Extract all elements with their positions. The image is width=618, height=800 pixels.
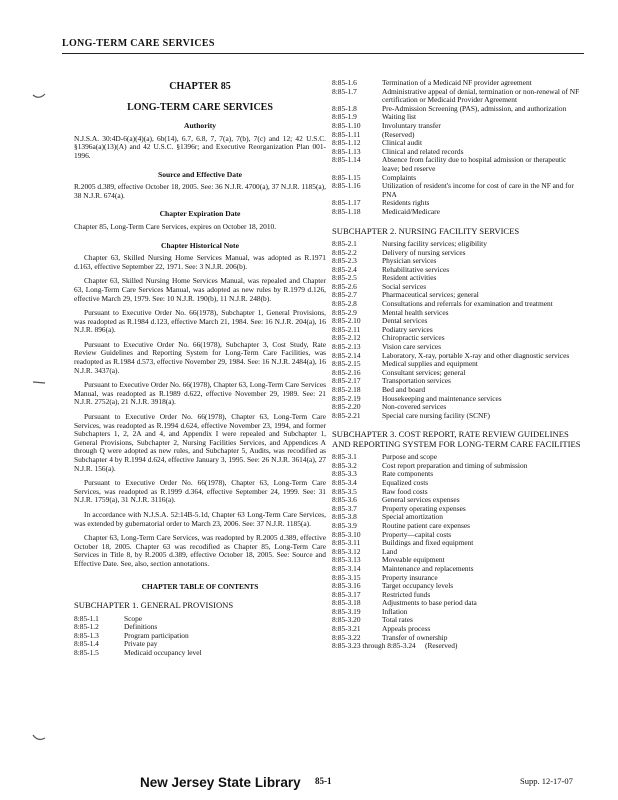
subchapter-3-heading: SUBCHAPTER 3. COST REPORT, RATE REVIEW GUIDELINES AND REPORTING SYSTEM FOR LONG-TERM CARE FACILITIES [332,429,581,449]
toc-entry: 8:85-3.21 Appeals process [332,624,431,634]
toc-entry: 8:85-2.19 Housekeeping and maintenance services [332,393,502,403]
toc-entry: 8:85-3.17 Restricted funds [332,589,431,599]
toc-heading: CHAPTER TABLE OF CONTENTS [141,581,259,591]
history-paragraph: Chapter 63, Skilled Nursing Home Services Manual, was adopted as R.1971 d.163, effective September 22, 1971. See: 3 N.J.R. 206(b). [74,253,326,271]
expiration-text: Chapter 85, Long-Term Care Services, expires on October 18, 2010. [74,221,277,231]
history-paragraph: Pursuant to Executive Order No. 66(1978), Subchapter 3, Cost Study, Rate Review Guidelines and Reporting System for Long-Term Care Facilities, was readopted as R.1984 d.573, effective November 29, 1984. See: 16 N.J.R. 2484(a), 16 N.J.R. 3437(a). [74,339,326,375]
toc-entry: 8:85-2.1 Nursing facility services; eligibility [332,238,487,248]
toc-entry: 8:85-1.15 Complaints [332,172,417,182]
toc-entry: 8:85-1.9 Waiting list [332,112,417,122]
page-number: 85-1 [315,776,332,786]
toc-entry: 8:85-1.8 Pre-Admission Screening (PAS), admission, and authorization [332,103,567,113]
subchapter-2-heading: SUBCHAPTER 2. NURSING FACILITY SERVICES [332,225,520,236]
toc-entry: 8:85-2.20 Non-covered services [332,402,447,412]
toc-entry: 8:85-1.2 Definitions [74,622,158,632]
toc-entry: 8:85-3.14 Maintenance and replacements [332,563,474,573]
toc-entry: 8:85-1.10 Involuntary transfer [332,120,441,130]
header-rule [62,53,584,54]
toc-entry: 8:85-3.3 Rate components [332,469,434,479]
toc-entry: 8:85-2.12 Chiropractic services [332,333,445,343]
toc-entry: 8:85-3.20 Total rates [332,615,413,625]
subchapter-1-heading: SUBCHAPTER 1. GENERAL PROVISIONS [74,600,234,611]
toc-entry: 8:85-3.7 Property operating expenses [332,503,466,513]
source-text: R.2005 d.389, effective October 18, 2005. See: 36 N.J.R. 4700(a), 37 N.J.R. 1185(a), 38 N.J.R. 674(a). [74,182,326,200]
history-heading: Chapter Historical Note [161,240,239,250]
toc-entry: 8:85-2.15 Medical supplies and equipment [332,359,478,369]
toc-entry: 8:85-3.10 Property—capital costs [332,529,452,539]
toc-entry: 8:85-2.18 Bed and board [332,385,426,394]
binding-mark-icon [32,90,46,100]
toc-entry: 8:85-2.14 Laboratory, X-ray, portable X-ray and other diagnostic services [332,350,570,360]
toc-entry: 8:85-2.6 Social services [332,281,427,291]
toc-entry: 8:85-3.22 Transfer of ownership [332,632,448,642]
left-column [74,77,326,658]
toc-entry: 8:85-2.21 Special care nursing facility (SCNF) [332,410,490,420]
toc-entry: 8:85-3.9 Routine patient care expenses [332,520,471,530]
expiration-heading: Chapter Expiration Date [159,209,241,219]
history-paragraph: Chapter 63, Skilled Nursing Home Services Manual, was repealed and Chapter 63, Long-Term Care Services Manual, was adopted as new rules by R.1979 d.126, effective March 29, 1979. See: 10 N.J.R. 190(b), 11 N.J.R. 248(b). [74,276,326,303]
toc-entry: 8:85-1.11 (Reserved) [332,129,415,139]
toc-entry: 8:85-1.7 Administrative appeal of denial, termination or non-renewal of NF certification or Medicaid Provider Agreement [332,86,580,105]
toc-entry: 8:85-1.5 Medicaid occupancy level [74,647,202,657]
toc-entry: 8:85-1.4 Private pay [74,639,158,649]
toc-entry: 8:85-2.13 Vision care services [332,342,442,352]
toc-entry: 8:85-3.1 Purpose and scope [332,452,438,462]
history-paragraph: In accordance with N.J.S.A. 52:14B-5.1d, Chapter 63 Long-Term Care Services, was extended by gubernatorial order to March 23, 2006. See: 37 N.J.R. 1185(a). [74,509,326,528]
toc-entry: 8:85-3.18 Adjustments to base period data [332,598,477,608]
history-paragraph: Pursuant to Executive Order No. 66(1978), Subchapter 1, General Provisions, was readopted as R.1984 d.123, effective March 21, 1984. See: 16 N.J.R. 204(a), 16 N.J.R. 896(a). [74,308,326,335]
chapter-number: CHAPTER 85 [169,81,231,92]
toc-entry: 8:85-1.18 Medicaid/Medicare [332,206,440,216]
toc-entry: 8:85-2.5 Resident activities [332,273,437,283]
history-paragraph: Pursuant to Executive Order No. 66(1978), Chapter 63, Long-Term Care Services, was readopted as R.1999 d.364, effective September 24, 1999. See: 31 N.J.R. 1759(a), 31 N.J.R. 3116(a). [74,478,326,505]
history-paragraph: Chapter 63, Long-Term Care Services, was readopted by R.2005 d.389, effective October 18, 2005. Chapter 63 was recodified as Chapter 85, Long-Term Care Services in Title 8, by R.2005 d.389, effective October 18, 2005. See: Source and Effective Date. See, also, section annotations. [74,533,326,568]
toc-entry: 8:85-2.4 Rehabilitative services [332,264,450,274]
toc-entry: 8:85-3.15 Property insurance [332,572,438,582]
toc-entry: 8:85-2.3 Physician services [332,256,437,266]
toc-entry: 8:85-3.19 Inflation [332,606,408,616]
chapter-title: LONG-TERM CARE SERVICES [127,101,273,113]
toc-entry: 8:85-3.11 Buildings and fixed equipment [332,538,474,548]
toc-entry: 8:85-1.13 Clinical and related records [332,146,464,156]
toc-entry: 8:85-3.4 Equalized costs [332,477,429,487]
toc-entry: 8:85-3.2 Cost report preparation and timing of submission [332,460,528,470]
library-footer: New Jersey State Library [140,775,301,790]
toc-entry: 8:85-2.8 Consultations and referrals for examination and treatment [332,299,553,309]
toc-entry: 8:85-1.17 Residents rights [332,198,430,208]
toc-entry: 8:85-2.7 Pharmaceutical services; general [332,290,479,300]
toc-entry: 8:85-3.5 Raw food costs [332,486,428,496]
toc-list-sub3 [332,453,584,651]
right-column [332,79,584,651]
toc-entry: 8:85-1.6 Termination of a Medicaid NF provider agreement [332,78,532,87]
history-paragraph: Pursuant to Executive Order No. 66(1978), Chapter 63, Long-Term Care Services, was readopted as R.1994 d.624, effective November 23, 1994, and former Subchapters 1, 2, 2A and 4, and Appendix I were repealed and Subchapter 1, General Provisions, Subchapter 2, Nursing Facilities Services, and Appendices A through Q were adopted as new rules, and Subchapter 5, Audits, was recodified as Subchapter 4 by R.1994 d.624, effective January 3, 1995. See: 26 N.J.R. 3614(a), 27 N.J.R. 156(a). [74,412,326,473]
toc-entry: 8:85-3.12 Land [332,546,398,556]
toc-entry: 8:85-2.2 Delivery of nursing services [332,247,466,257]
history-paragraph: Pursuant to Executive Order No. 66(1978), Chapter 63, Long-Term Care Services Manual, was readopted as R.1989 d.622, effective November 29, 1989. See: 21 N.J.R. 2752(a), 21 N.J.R. 3918(a). [74,380,326,407]
toc-entry: 8:85-3.6 General services expenses [332,495,460,505]
toc-entry: 8:85-2.17 Transportation services [332,376,451,386]
toc-entry: 8:85-3.16 Target occupancy levels [332,581,454,591]
toc-entry: 8:85-1.14 Absence from facility due to hospital admission or therapeutic leave; bed reserve [332,155,567,173]
toc-entry-reserved: 8:85-3.23 through 8:85-3.24 (Reserved) [332,641,458,651]
toc-entry: 8:85-2.11 Podiatry services [332,324,433,334]
binding-mark-icon [32,732,46,742]
source-heading: Source and Effective Date [157,169,242,179]
toc-list-sub2 [332,240,584,420]
toc-entry: 8:85-1.12 Clinical audit [332,138,423,148]
toc-entry: 8:85-2.10 Dental services [332,316,428,326]
toc-list-sub1-continued [332,79,584,217]
running-header: LONG-TERM CARE SERVICES [62,38,215,49]
toc-entry: 8:85-1.1 Scope [74,613,143,623]
toc-list-sub1 [74,615,326,658]
toc-entry: 8:85-3.13 Moveable equipment [332,555,445,565]
toc-entry: 8:85-1.3 Program participation [74,630,189,640]
toc-entry: 8:85-3.8 Special amortization [332,512,443,522]
supplement-date: Supp. 12-17-07 [520,776,573,786]
binding-mark-icon [32,378,46,388]
toc-entry: 8:85-2.9 Mental health services [332,307,449,317]
authority-text: N.J.S.A. 30:4D-6(a)(4)(a), 6b(14), 6.7, 6.8, 7, 7(a), 7(b), 7(c) and 12; 42 U.S.C. §1396a(a)(13)(A) and 42 U.S.C. §1396r; and Executive Reorganization Plan 001-1996. [74,133,326,160]
toc-entry: 8:85-2.16 Consultant services; general [332,367,466,377]
toc-entry: 8:85-1.16 Utilization of resident's income for cost of care in the NF and for PNA [332,181,574,199]
authority-heading: Authority [183,121,217,131]
